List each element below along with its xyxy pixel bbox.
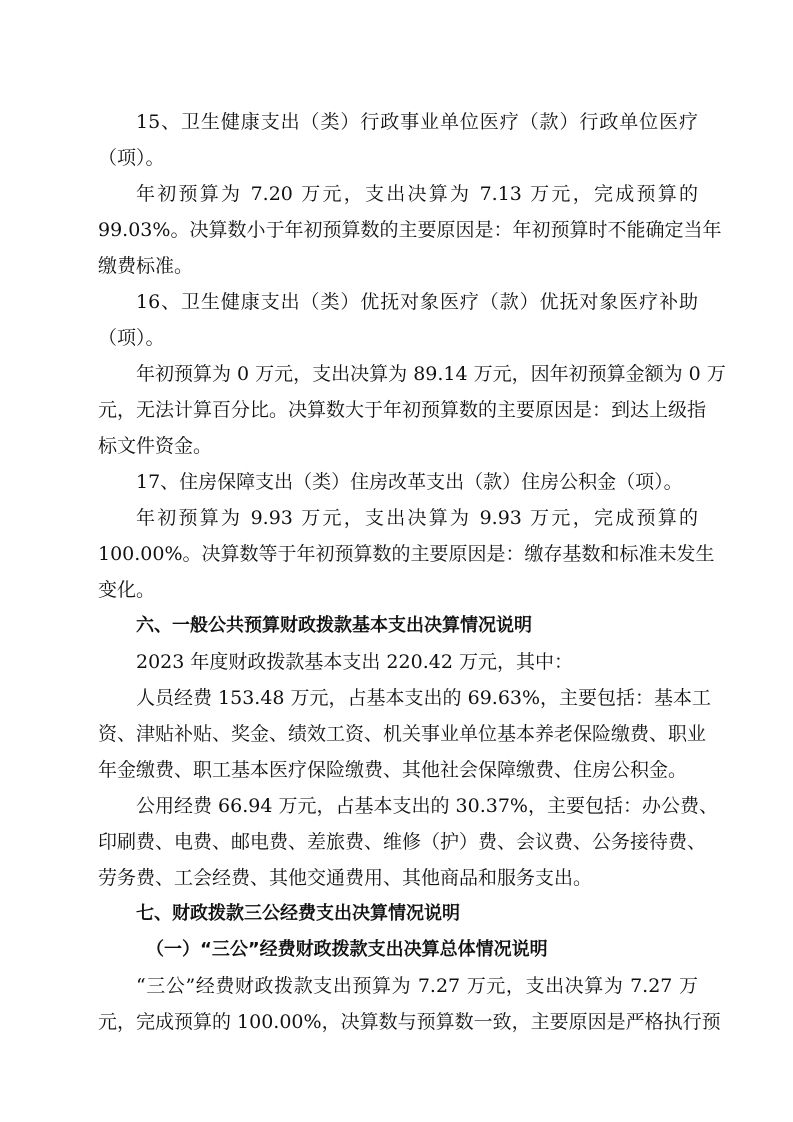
item-17-body-line-1: 年初预算为 9.93 万元，支出决算为 9.93 万元，完成预算的 [136, 507, 698, 529]
item-15-body-line-1: 年初预算为 7.20 万元，支出决算为 7.13 万元，完成预算的 [136, 183, 698, 205]
item-17-body-line-3: 变化。 [98, 579, 156, 601]
item-16-body-line-1: 年初预算为 0 万元，支出决算为 89.14 万元，因年初预算金额为 0 万 [136, 363, 726, 385]
item-15-title-line-1: 15、卫生健康支出（类）行政事业单位医疗（款）行政单位医疗 [136, 111, 698, 133]
item-16-body-line-2: 元，无法计算百分比。决算数大于年初预算数的主要原因是：到达上级指 [98, 399, 707, 421]
public-expense-line-3: 劳务费、工会经费、其他交通费用、其他商品和服务支出。 [98, 867, 593, 889]
item-16-title-line-2: （项）。 [98, 327, 165, 349]
item-17-body-line-2: 100.00%。决算数等于年初预算数的主要原因是：缴存基数和标准未发生 [98, 543, 715, 565]
basic-expense-total-line: 2023 年度财政拨款基本支出 220.42 万元，其中： [136, 651, 573, 673]
personnel-expense-line-2: 资、津贴补贴、奖金、绩效工资、机关事业单位基本养老保险缴费、职业 [98, 723, 707, 745]
item-16-body-line-3: 标文件资金。 [98, 435, 213, 457]
item-15-body-line-3: 缴费标准。 [98, 255, 194, 277]
three-public-body-line-1: “三公”经费财政拨款支出预算为 7.27 万元，支出决算为 7.27 万 [136, 975, 698, 997]
section-6-heading: 六、一般公共预算财政拨款基本支出决算情况说明 [136, 615, 532, 636]
section-7-heading: 七、财政拨款三公经费支出决算情况说明 [136, 903, 460, 924]
section-7-1-subheading: （一）“三公”经费财政拨款支出决算总体情况说明 [146, 939, 548, 960]
item-15-title-line-2: （项）。 [98, 147, 165, 169]
public-expense-line-2: 印刷费、电费、邮电费、差旅费、维修（护）费、会议费、公务接待费、 [98, 831, 707, 853]
personnel-expense-line-3: 年金缴费、职工基本医疗保险缴费、其他社会保障缴费、住房公积金。 [98, 759, 688, 781]
personnel-expense-line-1: 人员经费 153.48 万元，占基本支出的 69.63%，主要包括：基本工 [136, 687, 712, 709]
three-public-body-line-2: 元，完成预算的 100.00%，决算数与预算数一致，主要原因是严格执行预 [98, 1011, 721, 1033]
item-17-title-line-1: 17、住房保障支出（类）住房改革支出（款）住房公积金（项）。 [136, 471, 683, 493]
item-16-title-line-1: 16、卫生健康支出（类）优抚对象医疗（款）优抚对象医疗补助 [136, 291, 698, 313]
public-expense-line-1: 公用经费 66.94 万元，占基本支出的 30.37%，主要包括：办公费、 [136, 795, 718, 817]
item-15-body-line-2: 99.03%。决算数小于年初预算数的主要原因是：年初预算时不能确定当年 [98, 219, 722, 241]
